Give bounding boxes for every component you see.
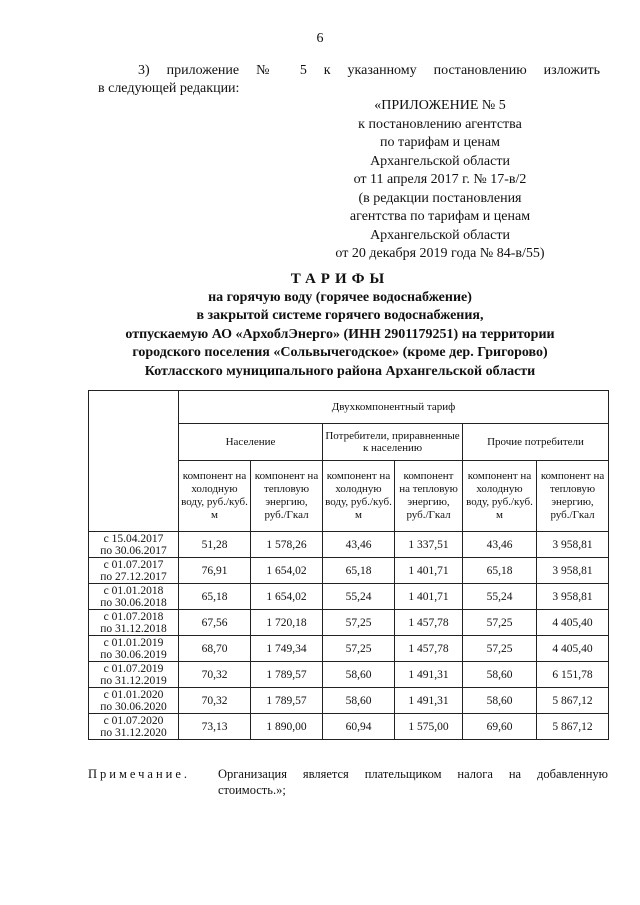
tariff-value-cell: 76,91 [179, 558, 251, 584]
table-row [89, 610, 609, 636]
period-to: по 31.12.2019 [100, 674, 167, 687]
period-cell [89, 584, 179, 610]
tariff-value-cell: 1 578,26 [251, 532, 323, 558]
tariff-rows [89, 532, 609, 740]
tariff-value-cell: 1 457,78 [395, 636, 463, 662]
appendix-line: к постановлению агентства [358, 116, 522, 132]
period-cell [89, 714, 179, 740]
group-header-equivalent: Потребители, приравненные к населению [323, 424, 463, 461]
tariff-value-cell: 1 491,31 [395, 662, 463, 688]
subheader-heat-energy: компонент на тепловую энергию, руб./Гкал [537, 461, 609, 532]
subheader-cold-water: компонент на холодную воду, руб./куб. м [463, 461, 537, 532]
tariff-value-cell: 58,60 [463, 688, 537, 714]
tariff-value-cell: 65,18 [323, 558, 395, 584]
tariff-value-cell: 57,25 [323, 610, 395, 636]
table-row [89, 688, 609, 714]
tariff-value-cell: 57,25 [463, 636, 537, 662]
appendix-line: Архангельской области [370, 153, 510, 169]
tariff-value-cell: 1 491,31 [395, 688, 463, 714]
period-to: по 30.06.2017 [100, 544, 167, 557]
period-from: с 01.07.2020 [103, 714, 164, 727]
tariff-value-cell: 70,32 [179, 688, 251, 714]
title-line: отпускаемую АО «АрхоблЭнерго» (ИНН 2901179251) на территории [125, 326, 555, 342]
table-row [89, 532, 609, 558]
period-from: с 01.07.2019 [103, 662, 164, 675]
tariff-value-cell: 67,56 [179, 610, 251, 636]
intro-line-2: в следующей редакции: [98, 81, 240, 96]
subheader-heat-energy: компонент на тепловую энергию, руб./Гкал [251, 461, 323, 532]
period-to: по 30.06.2019 [100, 648, 167, 661]
main-title: ТАРИФЫ [290, 271, 390, 287]
table-row [89, 662, 609, 688]
period-from: с 15.04.2017 [103, 532, 164, 545]
tariff-value-cell: 57,25 [323, 636, 395, 662]
tariff-value-cell: 1 401,71 [395, 584, 463, 610]
appendix-line: «ПРИЛОЖЕНИЕ № 5 [374, 98, 506, 113]
tariff-value-cell: 69,60 [463, 714, 537, 740]
period-from: с 01.01.2019 [103, 636, 164, 649]
tariff-value-cell: 57,25 [463, 610, 537, 636]
tariff-value-cell: 3 958,81 [537, 558, 609, 584]
intro-paragraph [98, 62, 600, 98]
period-from: с 01.01.2018 [103, 584, 164, 597]
appendix-line: агентства по тарифам и ценам [349, 209, 531, 224]
tariff-value-cell: 68,70 [179, 636, 251, 662]
tariff-table [88, 390, 609, 740]
appendix-line: (в редакции постановления [358, 190, 522, 206]
tariff-value-cell: 51,28 [179, 532, 251, 558]
period-cell [89, 532, 179, 558]
subheader-cold-water: компонент на холодную воду, руб./куб. м [179, 461, 251, 532]
table-row [89, 636, 609, 662]
title-line: на горячую воду (горячее водоснабжение) [208, 289, 472, 305]
tariff-value-cell: 6 151,78 [537, 662, 609, 688]
tariff-value-cell: 1 337,51 [395, 532, 463, 558]
tariff-value-cell: 70,32 [179, 662, 251, 688]
tariff-value-cell: 1 789,57 [251, 662, 323, 688]
period-from: с 01.07.2017 [103, 558, 164, 571]
tariff-value-cell: 5 867,12 [537, 688, 609, 714]
tariff-value-cell: 73,13 [179, 714, 251, 740]
tariff-value-cell: 43,46 [323, 532, 395, 558]
tariff-value-cell: 58,60 [323, 688, 395, 714]
note-text-line-1: Организация является плательщиком налога на добавленную [218, 767, 608, 781]
table-row [89, 584, 609, 610]
period-to: по 31.12.2020 [100, 726, 167, 739]
two-component-header: Двухкомпонентный тариф [179, 391, 609, 424]
tariff-value-cell: 58,60 [323, 662, 395, 688]
tariff-value-cell: 1 401,71 [395, 558, 463, 584]
tariff-value-cell: 43,46 [463, 532, 537, 558]
tariff-title [80, 270, 600, 381]
period-cell [89, 688, 179, 714]
period-to: по 30.06.2020 [100, 700, 167, 713]
tariff-value-cell: 4 405,40 [537, 636, 609, 662]
table-row [89, 714, 609, 740]
appendix-reference [300, 97, 580, 264]
tariff-value-cell: 65,18 [179, 584, 251, 610]
tariff-value-cell: 4 405,40 [537, 610, 609, 636]
tariff-value-cell: 58,60 [463, 662, 537, 688]
group-header-other: Прочие потребители [463, 424, 609, 461]
tariff-value-cell: 55,24 [323, 584, 395, 610]
tariff-value-cell: 1 789,57 [251, 688, 323, 714]
tariff-value-cell: 1 749,34 [251, 636, 323, 662]
appendix-line: от 20 декабря 2019 года № 84-в/55) [335, 246, 545, 261]
subheader-heat-energy: компонент на тепловую энергию, руб./Гкал [395, 461, 463, 532]
period-header-cell [89, 391, 179, 532]
period-cell [89, 610, 179, 636]
period-to: по 27.12.2017 [100, 570, 167, 583]
tariff-value-cell: 60,94 [323, 714, 395, 740]
tariff-value-cell: 1 654,02 [251, 584, 323, 610]
page-number: 6 [316, 31, 324, 46]
group-header-population: Население [179, 424, 323, 461]
appendix-line: Архангельской области [370, 227, 510, 243]
tariff-value-cell: 65,18 [463, 558, 537, 584]
period-cell [89, 636, 179, 662]
table-row [89, 558, 609, 584]
appendix-line: по тарифам и ценам [380, 135, 500, 150]
title-line: Котласского муниципального района Архангельской области [144, 363, 536, 379]
period-from: с 01.07.2018 [103, 610, 164, 623]
note-text-line-2: стоимость.»; [218, 783, 286, 797]
period-cell [89, 558, 179, 584]
tariff-value-cell: 1 654,02 [251, 558, 323, 584]
tariff-value-cell: 1 720,18 [251, 610, 323, 636]
tariff-value-cell: 1 890,00 [251, 714, 323, 740]
note-label: Примечание. [88, 767, 191, 781]
period-to: по 30.06.2018 [100, 596, 167, 609]
appendix-line: от 11 апреля 2017 г. № 17-в/2 [353, 172, 527, 187]
tariff-value-cell: 1 575,00 [395, 714, 463, 740]
tariff-value-cell: 3 958,81 [537, 532, 609, 558]
tariff-value-cell: 1 457,78 [395, 610, 463, 636]
period-from: с 01.01.2020 [103, 688, 164, 701]
tariff-value-cell: 5 867,12 [537, 714, 609, 740]
period-cell [89, 662, 179, 688]
title-line: в закрытой системе горячего водоснабжения, [196, 308, 484, 323]
tariff-value-cell: 55,24 [463, 584, 537, 610]
subheader-cold-water: компонент на холодную воду, руб./куб. м [323, 461, 395, 532]
tariff-value-cell: 3 958,81 [537, 584, 609, 610]
period-to: по 31.12.2018 [100, 622, 167, 635]
intro-line-1: 3) приложение № 5 к указанному постановлению изложить [138, 63, 600, 78]
title-line: городского поселения «Сольвычегодское» (кроме дер. Григорово) [132, 345, 548, 360]
